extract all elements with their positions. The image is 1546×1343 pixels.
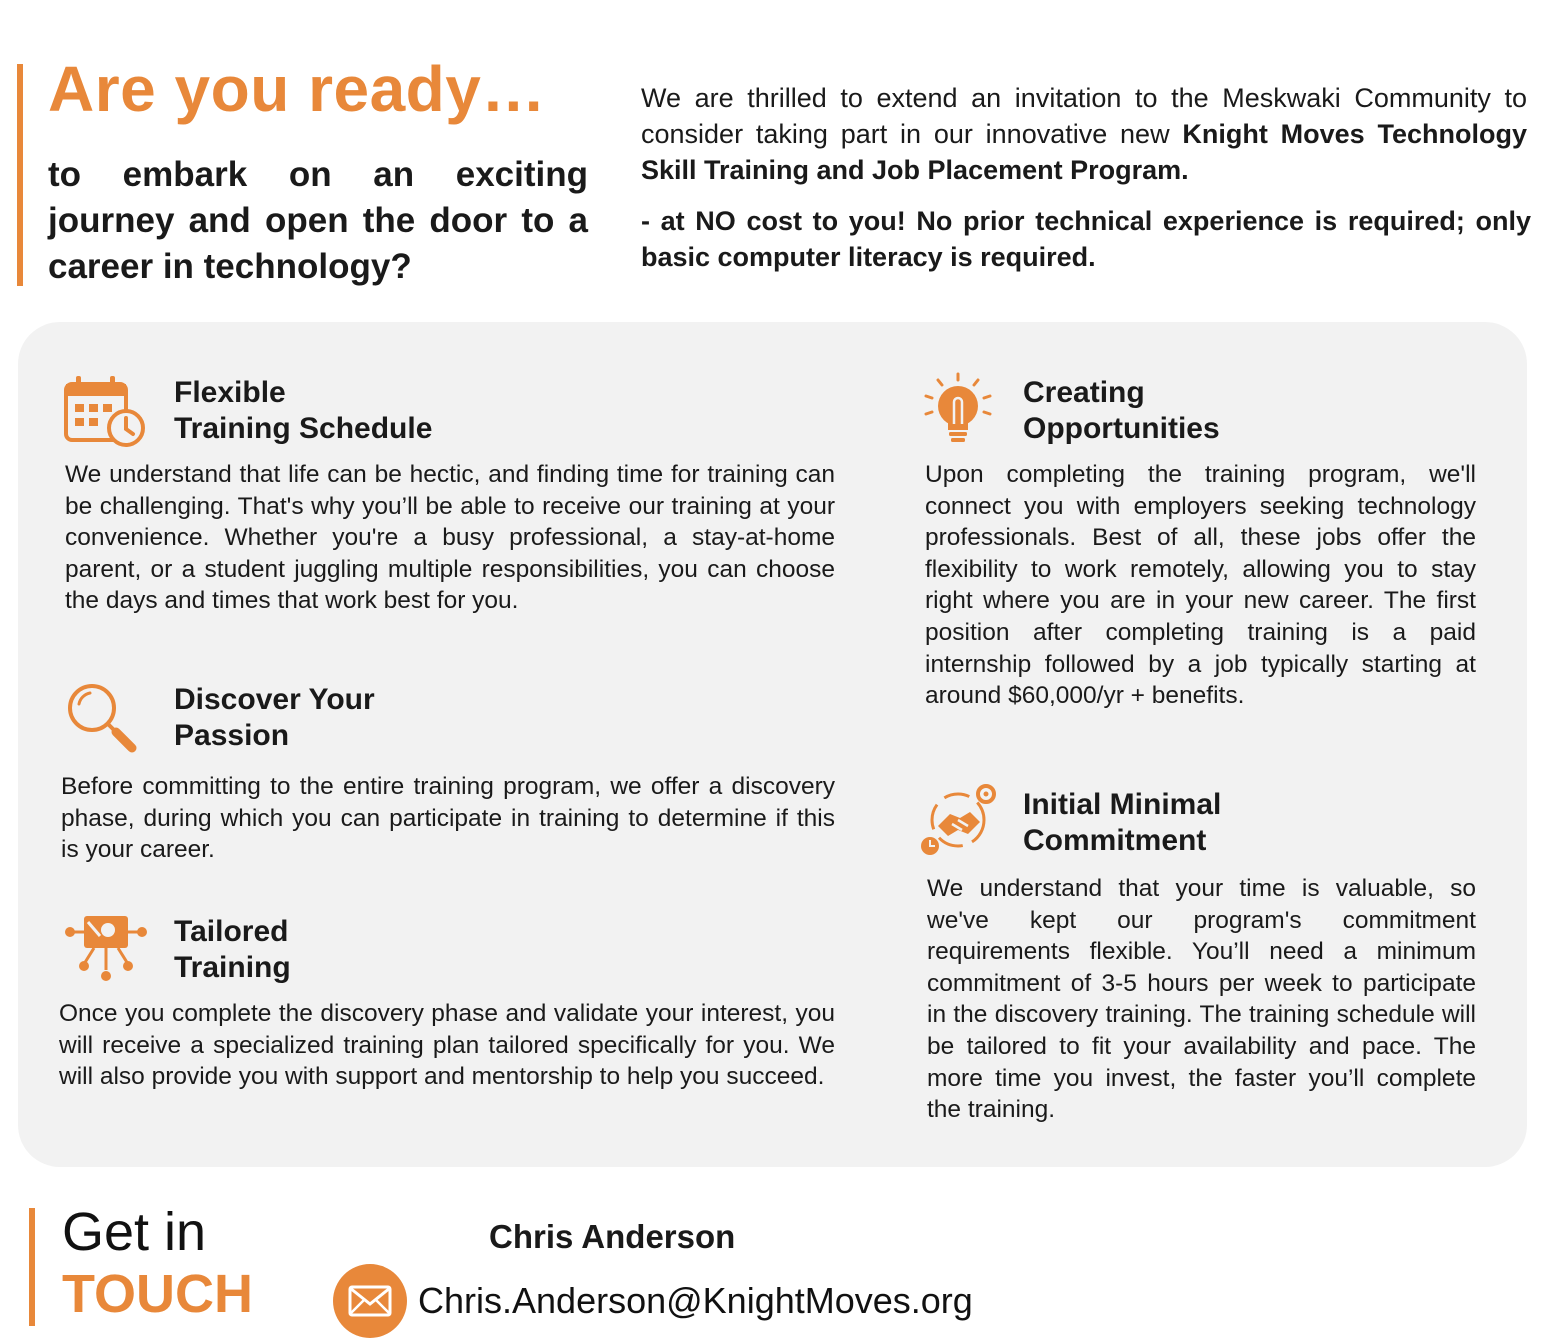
touch-heading: TOUCH: [62, 1264, 254, 1324]
subheadline: to embark on an exciting journey and open the door to a career in technology?: [48, 155, 588, 286]
presentation-network-icon: [64, 910, 148, 986]
footer-accent-bar: [29, 1208, 35, 1326]
intro-text: We are thrilled to extend an invitation to the Meskwaki Community to consider taking part in our innovative new: [641, 83, 1527, 149]
no-cost-statement: - at NO cost to you! No prior technical experience is required; only basic computer literacy is required.: [641, 206, 1531, 272]
creating-title: Creating Opportunities: [1023, 376, 1220, 445]
commitment-body: We understand that your time is valuable, so we've kept our program's commitment requirements flexible. You’ll need a minimum commitment of 3-5 hours per week to participate in the discovery training. The training schedule will be tailored to fit your availability and pace. The more time you invest, the faster you’ll complete the training.: [927, 875, 1476, 1124]
flexible-title: Flexible Training Schedule: [174, 376, 433, 445]
contact-name: Chris Anderson: [489, 1218, 736, 1255]
program-name: Knight Moves Technology Skill Training and Job Placement Program.: [641, 119, 1527, 185]
flexible-body: We understand that life can be hectic, and finding time for training can be challenging. That's why you’ll be able to receive our training at your convenience. Whether you're a busy professional, a stay-at-home parent, or a student juggling multiple responsibilities, you can choose the days and times that work best for you.: [65, 461, 835, 615]
handshake-cycle-icon: [918, 782, 1002, 858]
contact-email-link[interactable]: Chris.Anderson@KnightMoves.org: [418, 1280, 973, 1321]
magnifying-glass-icon: [64, 680, 148, 756]
intro-paragraph: [641, 80, 1527, 188]
email-icon-badge: [333, 1264, 407, 1338]
envelope-icon: [333, 1264, 407, 1338]
calendar-clock-icon: [62, 374, 146, 450]
tailored-body: Once you complete the discovery phase and validate your interest, you will receive a specialized training plan tailored specifically for you. We will also provide you with support and mentorship to help you succeed.: [59, 1000, 835, 1091]
discover-title: Discover Your Passion: [174, 683, 375, 752]
header-accent-bar: [17, 64, 23, 286]
tailored-title: Tailored Training: [174, 915, 291, 984]
get-in-heading: Get in: [62, 1202, 207, 1262]
lightbulb-icon: [916, 372, 1000, 448]
creating-body: Upon completing the training program, we'll connect you with employers seeking technology professionals. Best of all, these jobs offer the flexibility to work remotely, allowing you to stay right where you are in your new career. The first position after completing training is a paid internship followed by a job typically starting at around $60,000/yr + benefits.: [925, 461, 1476, 710]
discover-body: Before committing to the entire training program, we offer a discovery phase, during which you can participate in training to determine if this is your career.: [61, 773, 835, 864]
commitment-title: Initial Minimal Commitment: [1023, 788, 1222, 857]
headline: Are you ready…: [48, 53, 546, 125]
